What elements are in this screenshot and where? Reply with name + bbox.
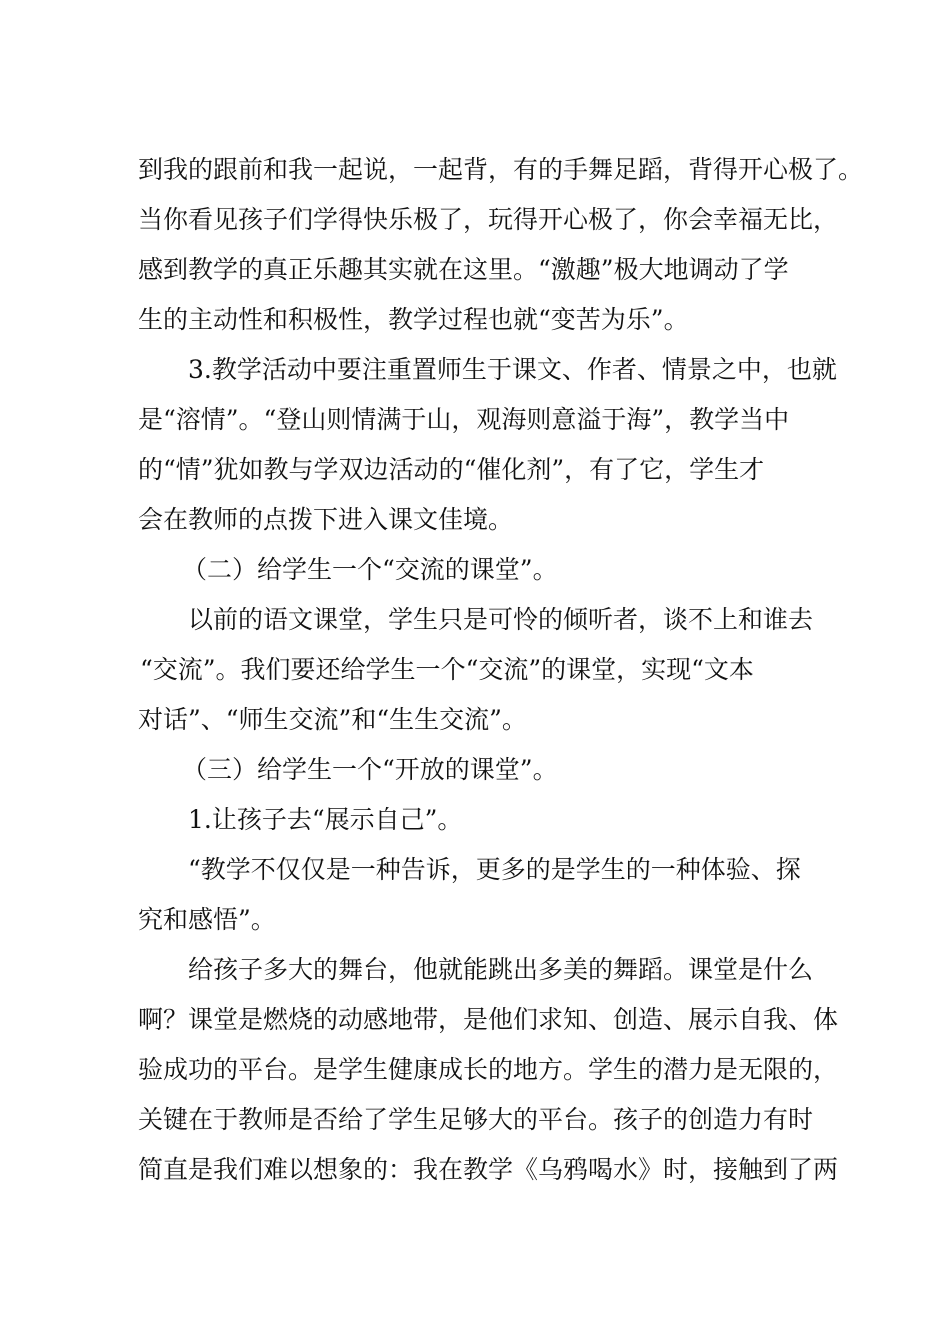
text-line: 当你看见孩子们学得快乐极了，玩得开心极了，你会幸福无比， <box>138 205 839 234</box>
text-line: 验成功的平台。是学生健康成长的地方。学生的潜力是无限的， <box>138 1055 839 1084</box>
text-line: “交流”。我们要还给学生一个“交流”的课堂，实现“文本 <box>140 655 754 684</box>
text-line: 是“溶情”。“登山则情满于山，观海则意溢于海”，教学当中 <box>138 405 790 434</box>
text-line: 1.让孩子去“展示自己”。 <box>188 805 463 834</box>
text-line: 给孩子多大的舞台，他就能跳出多美的舞蹈。课堂是什么 <box>188 955 814 984</box>
text-line: 对话”、“师生交流”和“生生交流”。 <box>138 705 527 734</box>
section-heading: （三）给学生一个“开放的课堂”。 <box>182 755 558 784</box>
text-line: 感到教学的真正乐趣其实就在这里。“激趣”极大地调动了学 <box>138 255 789 284</box>
text-line: 关键在于教师是否给了学生足够大的平台。孩子的创造力有时 <box>138 1105 814 1134</box>
text-line: 生的主动性和积极性，教学过程也就“变苦为乐”。 <box>138 305 689 334</box>
quote-line: “教学不仅仅是一种告诉，更多的是学生的一种体验、探 <box>188 855 801 884</box>
text-line: 3.教学活动中要注重置师生于课文、作者、情景之中，也就 <box>188 355 837 384</box>
text-line: 啊？课堂是燃烧的动感地带，是他们求知、创造、展示自我、体 <box>138 1005 839 1034</box>
quote-line: 究和感悟”。 <box>138 905 276 934</box>
text-line: 到我的跟前和我一起说，一起背，有的手舞足蹈，背得开心极了。 <box>138 155 864 184</box>
text-line: 以前的语文课堂，学生只是可怜的倾听者，谈不上和谁去 <box>188 605 814 634</box>
text-line: 简直是我们难以想象的：我在教学《乌鸦喝水》时，接触到了两 <box>138 1155 839 1184</box>
text-line: 会在教师的点拨下进入课文佳境。 <box>138 505 514 534</box>
section-heading: （二）给学生一个“交流的课堂”。 <box>182 555 558 584</box>
text-line: 的“情”犹如教与学双边活动的“催化剂”，有了它，学生才 <box>138 455 765 484</box>
